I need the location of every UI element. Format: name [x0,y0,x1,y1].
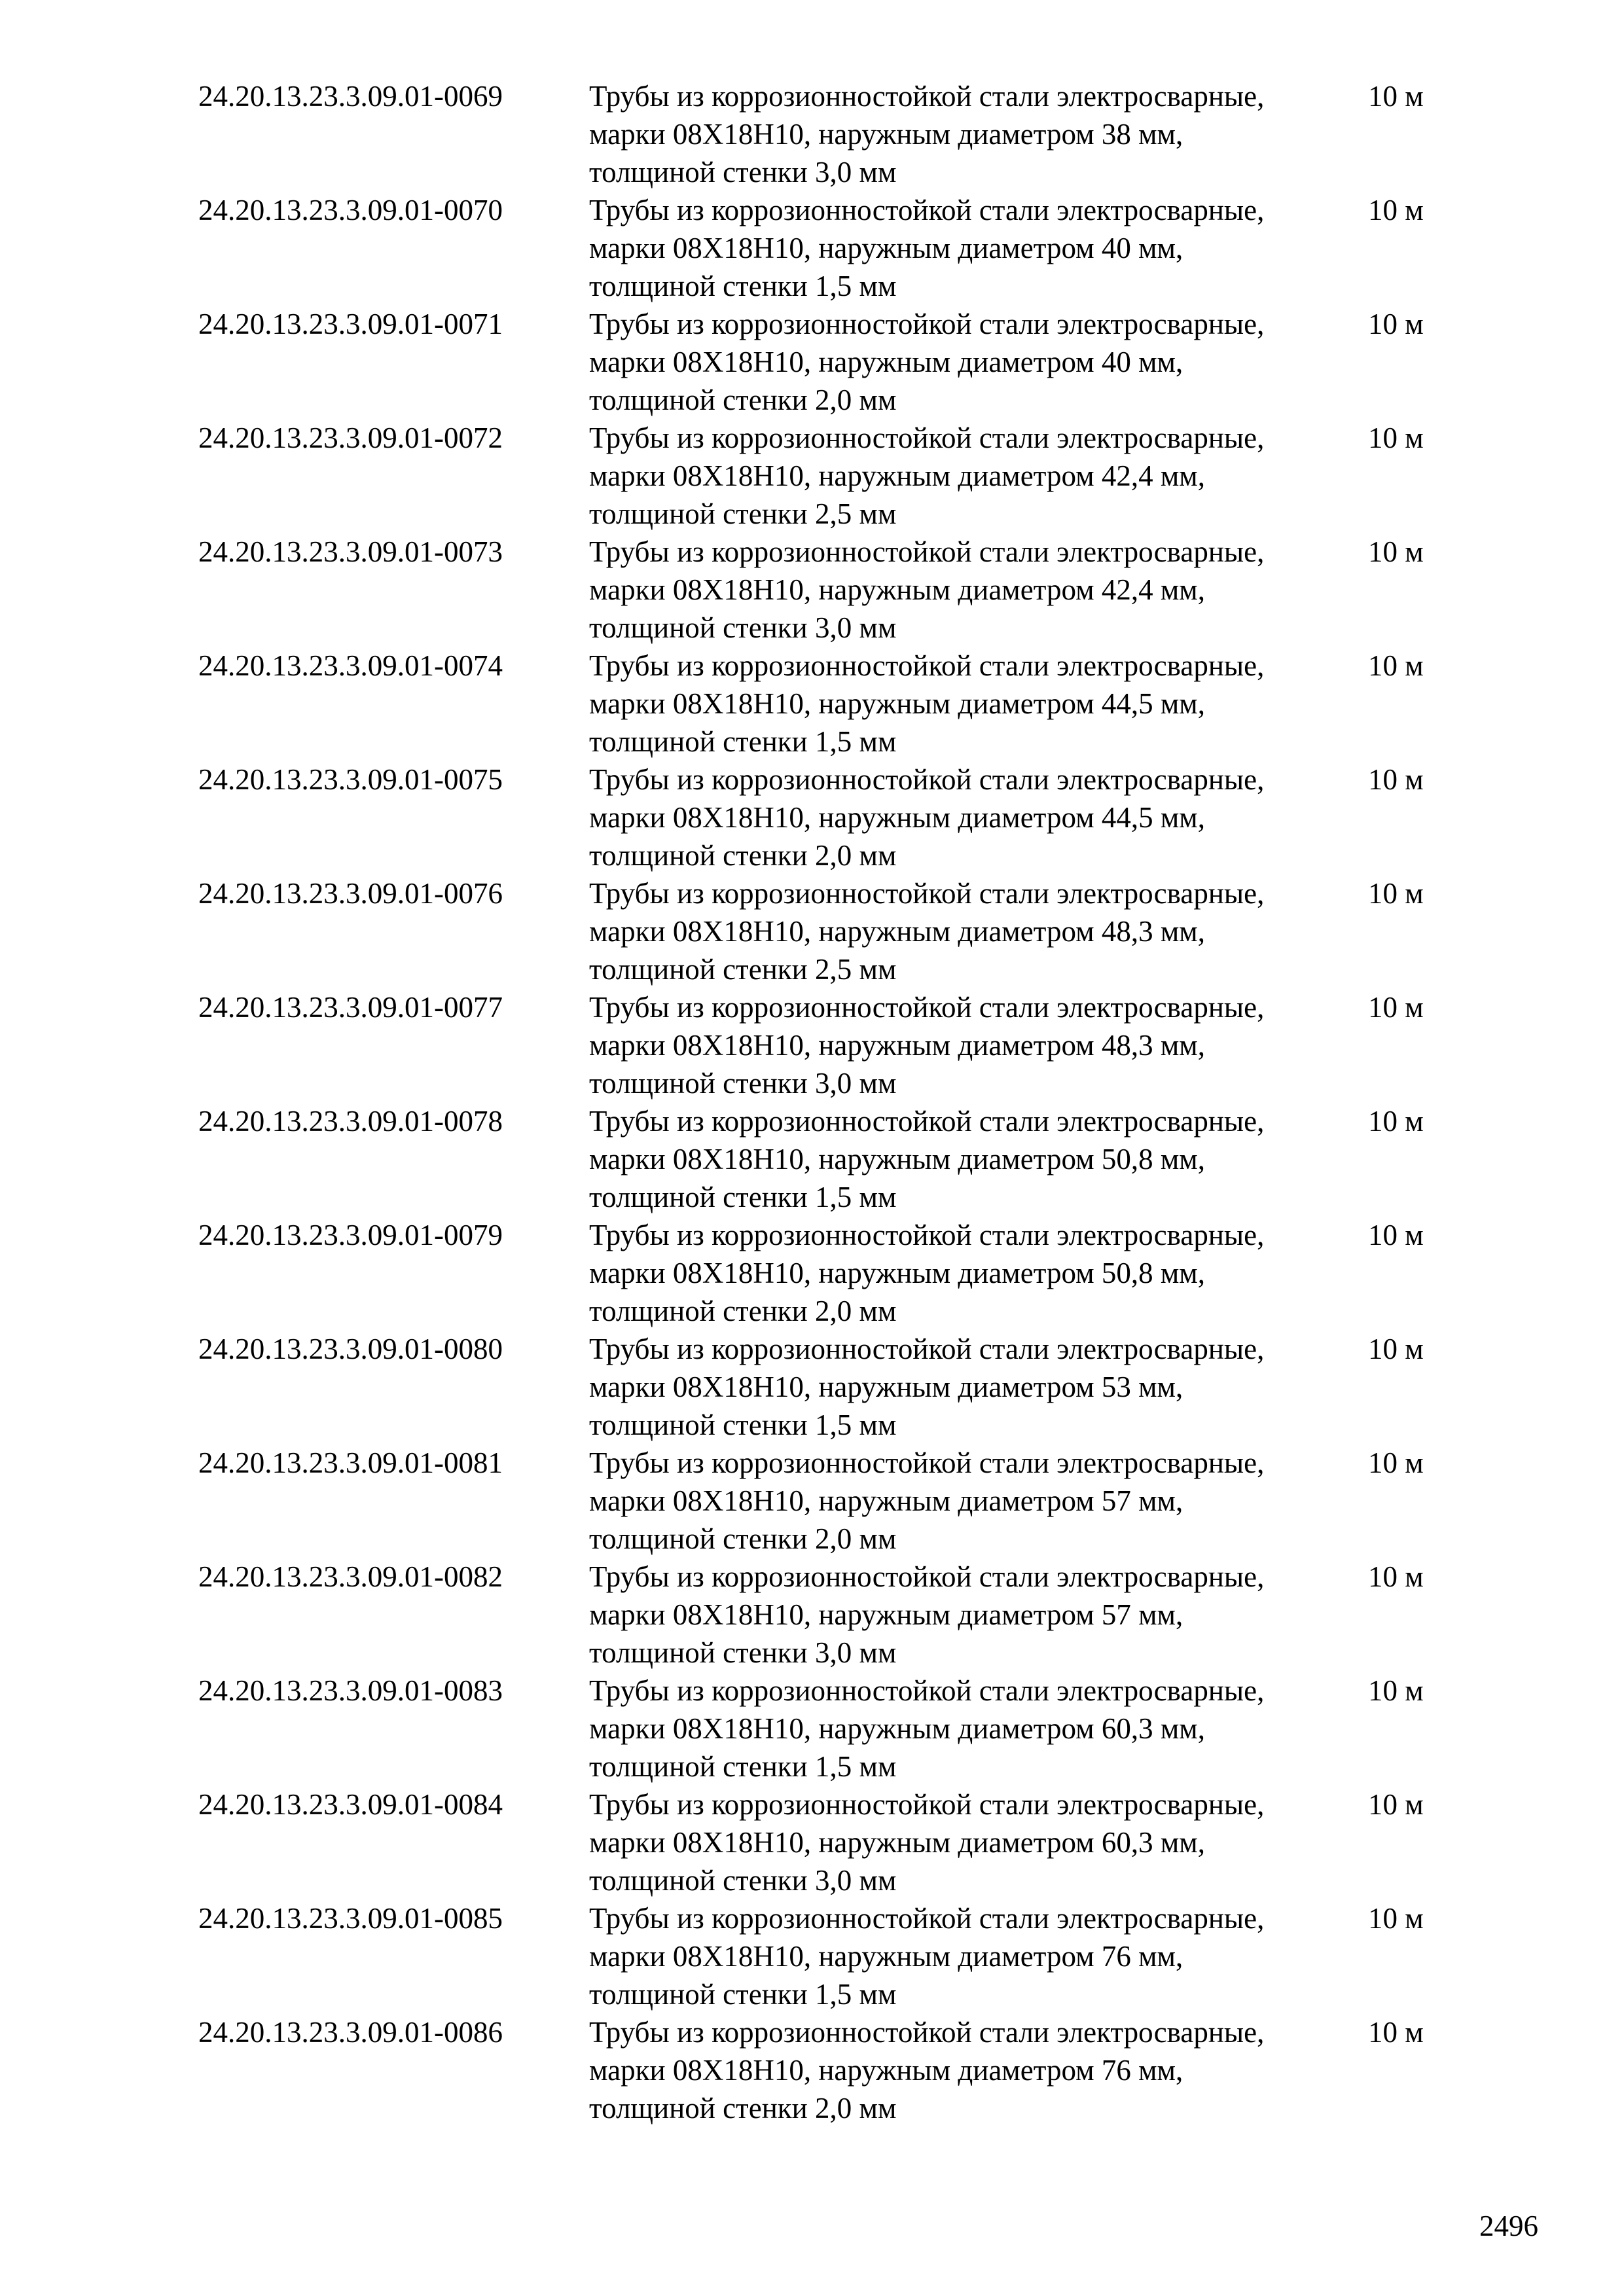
page-number: 2496 [1479,2210,1538,2242]
item-description-line: толщиной стенки 1,5 мм [589,1181,897,1213]
table-row [0,647,1624,761]
item-description-line: толщиной стенки 3,0 мм [589,1864,897,1897]
table-row [0,1899,1624,2013]
item-description-line: толщиной стенки 3,0 мм [589,1636,897,1669]
item-description-line: марки 08Х18Н10, наружным диаметром 40 мм, [589,346,1183,378]
item-description-line: толщиной стенки 3,0 мм [589,1067,897,1100]
item-description-line: марки 08Х18Н10, наружным диаметром 57 мм, [589,1598,1183,1631]
item-description-line: Трубы из коррозионностойкой стали электросварные, [589,1560,1265,1593]
item-description [589,761,1355,874]
item-unit: 10 м [1368,1902,1424,1935]
item-description-line: Трубы из коррозионностойкой стали электросварные, [589,80,1265,113]
item-code: 24.20.13.23.3.09.01-0083 [198,1674,503,1707]
item-code: 24.20.13.23.3.09.01-0081 [198,1446,503,1479]
item-code: 24.20.13.23.3.09.01-0077 [198,991,503,1024]
item-description-line: толщиной стенки 1,5 мм [589,725,897,758]
table-row [0,533,1624,647]
item-code: 24.20.13.23.3.09.01-0084 [198,1788,503,1821]
table-row [0,874,1624,988]
item-description-line: Трубы из коррозионностойкой стали электросварные, [589,535,1265,568]
table-row [0,419,1624,533]
item-unit: 10 м [1368,1788,1424,1821]
item-description-line: Трубы из коррозионностойкой стали электросварные, [589,763,1265,796]
item-description-line: Трубы из коррозионностойкой стали электросварные, [589,1333,1265,1365]
item-unit: 10 м [1368,2016,1424,2049]
table-row [0,2013,1624,2127]
item-description [589,874,1355,988]
item-description-line: марки 08Х18Н10, наружным диаметром 44,5 мм, [589,801,1206,834]
item-description-line: толщиной стенки 1,5 мм [589,1978,897,2011]
item-description-line: Трубы из коррозионностойкой стали электросварные, [589,877,1265,910]
item-code: 24.20.13.23.3.09.01-0071 [198,308,503,340]
item-description-line: Трубы из коррозионностойкой стали электросварные, [589,194,1265,226]
item-description-line: Трубы из коррозионностойкой стали электросварные, [589,2016,1265,2049]
item-description-line: Трубы из коррозионностойкой стали электросварные, [589,1446,1265,1479]
item-description-line: толщиной стенки 1,5 мм [589,1750,897,1783]
item-description-line: марки 08Х18Н10, наружным диаметром 38 мм, [589,118,1183,151]
item-unit: 10 м [1368,308,1424,340]
item-description [589,988,1355,1102]
item-description-line: Трубы из коррозионностойкой стали электросварные, [589,1219,1265,1251]
item-description [589,305,1355,419]
item-description-line: Трубы из коррозионностойкой стали электросварные, [589,422,1265,454]
item-description-line: марки 08Х18Н10, наружным диаметром 60,3 мм, [589,1712,1206,1745]
item-description [589,1785,1355,1899]
item-description-line: толщиной стенки 2,0 мм [589,839,897,872]
item-description-line: толщиной стенки 2,0 мм [589,2092,897,2125]
item-description-line: марки 08Х18Н10, наружным диаметром 76 мм, [589,1940,1183,1973]
item-description-line: марки 08Х18Н10, наружным диаметром 50,8 мм, [589,1257,1206,1289]
item-description-line: толщиной стенки 1,5 мм [589,270,897,302]
item-code: 24.20.13.23.3.09.01-0074 [198,649,503,682]
table-row [0,77,1624,191]
table-row [0,1672,1624,1785]
item-description-line: марки 08Х18Н10, наружным диаметром 48,3 мм, [589,915,1206,948]
item-unit: 10 м [1368,194,1424,226]
item-description-line: марки 08Х18Н10, наружным диаметром 57 мм, [589,1484,1183,1517]
item-code: 24.20.13.23.3.09.01-0075 [198,763,503,796]
item-description [589,1444,1355,1558]
item-description-line: марки 08Х18Н10, наружным диаметром 40 мм, [589,232,1183,264]
item-code: 24.20.13.23.3.09.01-0078 [198,1105,503,1138]
item-unit: 10 м [1368,535,1424,568]
item-unit: 10 м [1368,1219,1424,1251]
item-code: 24.20.13.23.3.09.01-0069 [198,80,503,113]
item-code: 24.20.13.23.3.09.01-0076 [198,877,503,910]
item-unit: 10 м [1368,1333,1424,1365]
item-description-line: Трубы из коррозионностойкой стали электросварные, [589,308,1265,340]
item-description-line: Трубы из коррозионностойкой стали электросварные, [589,1105,1265,1138]
item-unit: 10 м [1368,422,1424,454]
item-description-line: Трубы из коррозионностойкой стали электросварные, [589,1674,1265,1707]
item-description [589,2013,1355,2127]
item-unit: 10 м [1368,763,1424,796]
item-description-line: марки 08Х18Н10, наружным диаметром 60,3 мм, [589,1826,1206,1859]
item-unit: 10 м [1368,1560,1424,1593]
item-unit: 10 м [1368,877,1424,910]
item-description-line: Трубы из коррозионностойкой стали электросварные, [589,649,1265,682]
item-unit: 10 м [1368,1105,1424,1138]
item-description-line: Трубы из коррозионностойкой стали электросварные, [589,1902,1265,1935]
item-description [589,1672,1355,1785]
item-unit: 10 м [1368,80,1424,113]
table-row [0,1558,1624,1672]
item-description-line: марки 08Х18Н10, наружным диаметром 42,4 мм, [589,573,1206,606]
item-description [589,191,1355,305]
table-row [0,761,1624,874]
item-description-line: толщиной стенки 1,5 мм [589,1408,897,1441]
item-code: 24.20.13.23.3.09.01-0080 [198,1333,503,1365]
item-unit: 10 м [1368,1446,1424,1479]
item-description-line: Трубы из коррозионностойкой стали электросварные, [589,991,1265,1024]
item-description-line: марки 08Х18Н10, наружным диаметром 50,8 мм, [589,1143,1206,1175]
table-row [0,305,1624,419]
item-code: 24.20.13.23.3.09.01-0072 [198,422,503,454]
item-code: 24.20.13.23.3.09.01-0082 [198,1560,503,1593]
table-row [0,1785,1624,1899]
item-unit: 10 м [1368,991,1424,1024]
item-description [589,419,1355,533]
item-code: 24.20.13.23.3.09.01-0073 [198,535,503,568]
table-row [0,191,1624,305]
item-description-line: марки 08Х18Н10, наружным диаметром 53 мм, [589,1371,1183,1403]
item-description-line: толщиной стенки 2,0 мм [589,384,897,416]
item-description [589,647,1355,761]
item-unit: 10 м [1368,1674,1424,1707]
item-description-line: марки 08Х18Н10, наружным диаметром 48,3 мм, [589,1029,1206,1062]
item-code: 24.20.13.23.3.09.01-0079 [198,1219,503,1251]
item-description [589,1330,1355,1444]
item-description-line: марки 08Х18Н10, наружным диаметром 42,4 мм, [589,459,1206,492]
table-row [0,1330,1624,1444]
item-description-line: толщиной стенки 3,0 мм [589,611,897,644]
item-code: 24.20.13.23.3.09.01-0070 [198,194,503,226]
table-row [0,988,1624,1102]
item-code: 24.20.13.23.3.09.01-0086 [198,2016,503,2049]
item-description [589,533,1355,647]
item-description-line: марки 08Х18Н10, наружным диаметром 76 мм, [589,2054,1183,2087]
item-description-line: толщиной стенки 3,0 мм [589,156,897,188]
item-description-line: толщиной стенки 2,5 мм [589,497,897,530]
table-row [0,1102,1624,1216]
table-row [0,1216,1624,1330]
item-description [589,77,1355,191]
item-description-line: толщиной стенки 2,0 мм [589,1295,897,1327]
item-description-line: марки 08Х18Н10, наружным диаметром 44,5 мм, [589,687,1206,720]
item-description-line: толщиной стенки 2,5 мм [589,953,897,986]
item-description [589,1899,1355,2013]
item-description [589,1102,1355,1216]
table-row [0,1444,1624,1558]
item-description-line: Трубы из коррозионностойкой стали электросварные, [589,1788,1265,1821]
item-description-line: толщиной стенки 2,0 мм [589,1522,897,1555]
item-code: 24.20.13.23.3.09.01-0085 [198,1902,503,1935]
item-description [589,1558,1355,1672]
item-description [589,1216,1355,1330]
item-unit: 10 м [1368,649,1424,682]
